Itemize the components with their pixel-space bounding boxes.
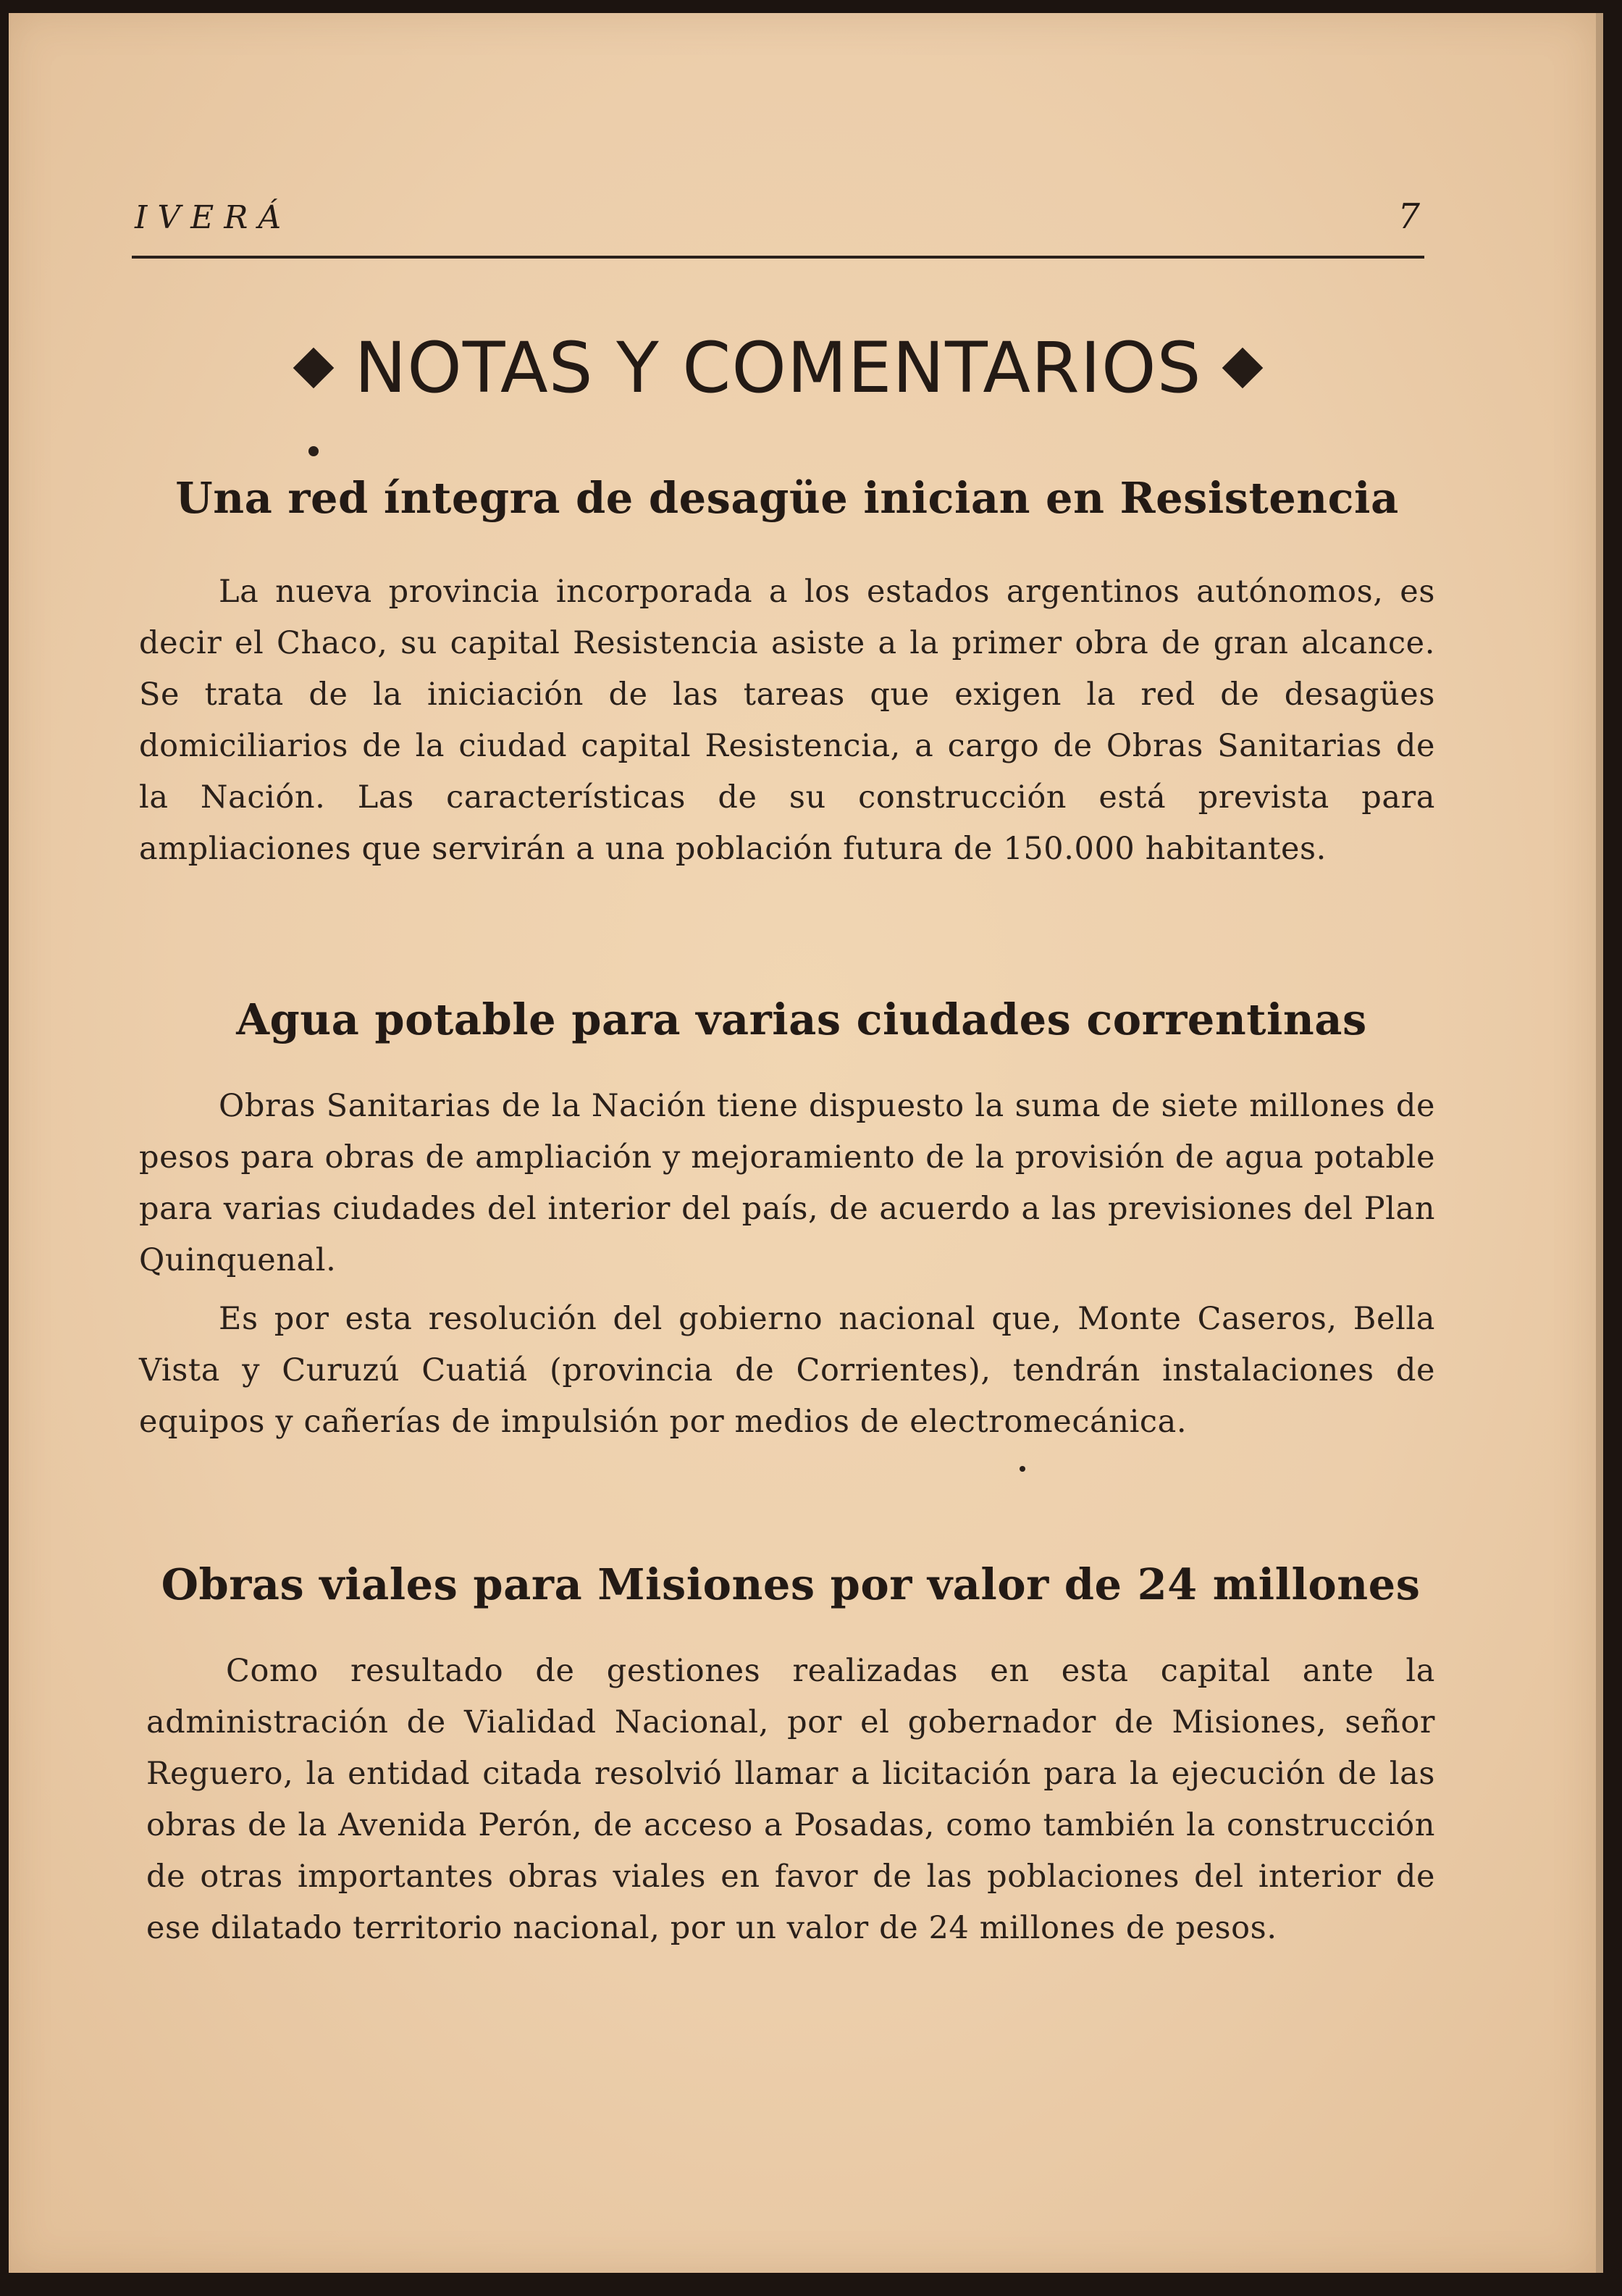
article-paragraph: Es por esta resolución del gobierno nacional que, Monte Caseros, Bella Vista y Curuzú Cuatiá (provincia de Corrientes), tendrán instalaciones de equipos y cañerías de impulsión por medios de electromecánica.: [139, 1301, 1435, 1440]
diamond-icon: [293, 348, 335, 389]
section-title: NOTAS Y COMENTARIOS: [354, 327, 1202, 408]
magazine-page: [9, 13, 1603, 2273]
diamond-icon: [1222, 348, 1263, 389]
article: [139, 994, 1435, 1448]
article: [146, 1559, 1435, 1954]
section-heading: [132, 324, 1424, 411]
page-number: 7: [1398, 196, 1420, 237]
article: [139, 473, 1435, 875]
ink-speck: [308, 446, 319, 456]
article-headline: Agua potable para varias ciudades correntinas: [236, 994, 1367, 1044]
page-header: [132, 190, 1424, 259]
article-paragraph: La nueva provincia incorporada a los estados argentinos autónomos, es decir el Chaco, su capital Resistencia asiste a la primer obra de gran alcance. Se trata de la iniciación de las tareas que exigen la red de desagües domiciliarios de la ciudad capital Resistencia, a cargo de Obras Sanitarias de la Nación. Las características de su construcción está prevista para ampliaciones que servirán a una población futura de 150.000 habitantes.: [139, 574, 1435, 867]
ink-speck: [1020, 1466, 1025, 1472]
running-title: IVERÁ: [135, 199, 292, 236]
article-headline: Obras viales para Misiones por valor de 24 millones: [161, 1559, 1421, 1609]
article-headline: Una red íntegra de desagüe inician en Resistencia: [175, 473, 1399, 523]
article-paragraph: Como resultado de gestiones realizadas en esta capital ante la administración de Vialidad Nacional, por el gobernador de Misiones, señor Reguero, la entidad citada resolvió llamar a licitación para la ejecución de las obras de la Avenida Perón, de acceso a Posadas, como también la construcción de otras importantes obras viales en favor de las poblaciones del interior de ese dilatado territorio nacional, por un valor de 24 millones de pesos.: [146, 1653, 1435, 1946]
article-paragraph: Obras Sanitarias de la Nación tiene dispuesto la suma de siete millones de pesos para obras de ampliación y mejoramiento de la provisión de agua potable para varias ciudades del interior del país, de acuerdo a las previsiones del Plan Quinquenal.: [139, 1088, 1435, 1278]
